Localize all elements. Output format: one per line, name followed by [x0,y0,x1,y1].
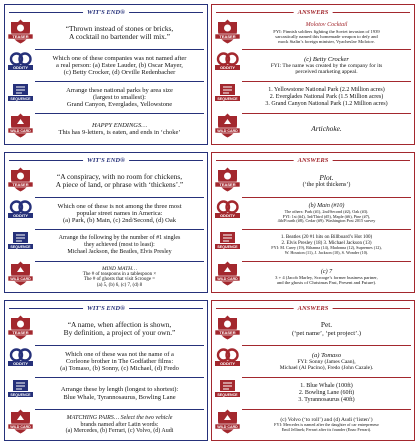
teaser-answer-title: Pet. [320,320,333,330]
card-header-title: WIT'S END® [83,8,129,17]
sequence-icon [215,229,240,255]
teaser-fyi-line: sarcastically named this homemade weapon to defy and [275,33,378,39]
oddity-label: ODDITY [219,213,236,218]
teaser-line: “Thrown instead of stones or bricks, [65,23,174,33]
oddity-icon [8,198,33,224]
wild-card-fyi-line: FYI: Mercedes is named after the daughter of car entrepreneur [274,422,379,428]
oddity-answer-title: (a) Tomaso [311,351,342,359]
teaser-label: TEASER [219,182,236,187]
category-icon-rail [215,19,240,143]
wild-card-line: The # of teaspoons in a tablespoon × [82,271,157,277]
teaser-label: TEASER [12,34,29,39]
oddity-question [35,198,204,229]
answer-rows [242,166,411,290]
teaser-icon [215,315,240,341]
card-header-title: ANSWERS [294,304,333,313]
oddity-label: ODDITY [12,361,29,366]
teaser-line: “A name, when affection is shown, [67,319,172,329]
sequence-answer [242,230,411,261]
wild-card-icon [8,113,33,139]
question-card-2 [4,152,208,293]
oddity-answer-title: (b) Main (#10) [308,203,345,210]
wild-card-fyi-line: 3 + 4 (Jacob Marley, Scrooge’s former business partner, [275,275,378,281]
teaser-label: TEASER [12,330,29,335]
teaser-answer [242,166,411,196]
oddity-line: Which one of these was not the name of a [65,350,174,358]
teaser-icon [215,19,240,45]
wild-card-answer-line: Artichoke. [311,123,342,133]
oddity-question [35,50,204,81]
oddity-icon [215,50,240,76]
card-header [212,156,414,165]
sequence-line: Blue Whale, Tyrannosaurus, Bowling Lane [63,393,176,401]
question-card-1 [4,4,208,145]
wild-card-label: WILD CARD [10,425,31,429]
sequence-line: Arrange the following by the number of #1 singles [58,235,181,242]
card-header [5,8,207,17]
oddity-icon [215,346,240,372]
wild-card-question [35,262,204,292]
wild-card-label: WILD CARD [217,277,238,281]
answer-rows [242,314,411,438]
oddity-line: popular street names in America: [76,209,163,217]
oddity-label: ODDITY [12,65,29,70]
wild-card-label: WILD CARD [10,129,31,133]
sequence-label: SEQUENCE [217,245,238,249]
wild-card-title: MATCHING PAIRS… Select the two vehicle [66,414,173,421]
oddity-line: (a) Tomaso, (b) Sonny, (c) Michael, (d) Fredo [60,365,179,373]
question-rows [35,166,204,290]
sequence-question [35,230,204,261]
oddity-icon [8,50,33,76]
teaser-answer-note: (‘the plot thickens’) [302,181,351,188]
oddity-fyi-line: FYI: 1st (#4), 3rd/Third (#5), Maple (#6), Pine (#7), [282,213,371,219]
teaser-line: By definition, a project of your own.” [63,328,176,337]
wild-card-answer-title: (c) 7 [320,268,333,275]
oddity-label: ODDITY [12,213,29,218]
teaser-question [35,166,204,196]
teaser-question [35,18,204,48]
wild-card-question [35,410,204,440]
sequence-label: SEQUENCE [10,97,31,101]
oddity-icon [8,346,33,372]
category-icon-rail [8,167,33,291]
wild-card-label: WILD CARD [10,277,31,281]
wild-card-label: WILD CARD [217,129,238,133]
sequence-label: SEQUENCE [10,393,31,397]
wild-card-icon [215,113,240,139]
oddity-label: ODDITY [219,361,236,366]
wild-card-line: This has 9-letters, is eaten, and ends in ‘choke’ [58,129,181,136]
question-rows [35,314,204,438]
answer-rows [242,18,411,142]
card-header [212,8,414,17]
answer-card-3 [211,300,415,441]
teaser-answer-title: Molotov Cocktail [305,21,348,28]
sequence-line: (largest to smallest): [93,93,146,101]
sequence-question [35,82,204,113]
category-icon-rail [215,167,240,291]
oddity-fyi-line: FYI: Sonny (James Caan), [297,358,356,365]
teaser-answer-note: (‘pet name’, ‘pet project’.) [291,329,362,337]
teaser-answer-title: Plot. [319,172,334,182]
sequence-line: Arrange these national parks by area size [66,86,173,94]
teaser-icon [8,315,33,341]
sequence-icon [215,81,240,107]
wild-card-answer [242,410,411,440]
teaser-question [35,314,204,344]
oddity-fyi-line: 4th/Fourth (#8), Cedar (#9). Washington Post 2015 survey [277,218,376,224]
wild-card-line: (a) 5, (b) 6, (c) 7, (d) 8 [96,282,143,288]
sequence-fyi-line: FYI: M. Carey (19), Rihanna (14), Madonna (12), Supremes (12), [271,245,382,251]
wild-card-label: WILD CARD [217,425,238,429]
teaser-fyi-line: mock Stalin’s foreign minister, Vyacheslav Molotov. [278,38,375,44]
category-icon-rail [8,19,33,143]
category-icon-rail [215,315,240,439]
sequence-label: SEQUENCE [217,393,238,397]
oddity-line: (c) Betty Crocker, (d) Orville Redenbacher [63,69,176,77]
teaser-icon [8,19,33,45]
sequence-line: Grand Canyon, Everglades, Yellowstone [66,101,173,109]
oddity-fyi-line: The others: Park (#1), 2nd/Second (#2), Oak (#3). [284,208,369,214]
oddity-answer [242,346,411,377]
category-icon-rail [8,315,33,439]
oddity-line: (a) Park, (b) Main, (c) 2nd/Second, (d) Oak [63,217,176,225]
sequence-answer-line: 1. Yellowstone National Park (2.2 Million acres) [268,87,385,94]
oddity-line: a real person: (a) Estee Lauder, (b) Oscar Mayer, [56,61,183,69]
teaser-answer [242,314,411,344]
oddity-fyi-line: FYI: The name was created by the company for its [270,62,383,69]
wild-card-line: (a) Mercedes, (b) Ferrari, (c) Volvo, (d) Audi [65,428,174,435]
sequence-line: they achieved (most to least): [84,242,155,249]
sequence-icon [215,377,240,403]
oddity-icon [215,198,240,224]
answer-card-1 [211,4,415,145]
wild-card-answer [242,262,411,292]
sequence-answer [242,378,411,409]
wild-card-icon [8,261,33,287]
oddity-answer [242,50,411,81]
wild-card-line: The # of ghosts that visit Scrooge = [83,277,156,283]
oddity-answer-title: (c) Betty Crocker [304,55,349,63]
wild-card-fyi-line: and the ghosts of Christmas Past, Present and Future). [276,280,377,286]
teaser-line: “A conspiracy, with no room for chickens, [56,171,183,181]
teaser-line: A piece of land, or phrase with ‘thickens’.” [55,180,184,189]
sequence-icon [8,229,33,255]
sequence-answer-line: 2. Everglades National Park (1.5 Million acres) [269,94,384,101]
card-header-title: WIT'S END® [83,304,129,313]
sequence-label: SEQUENCE [217,97,238,101]
card-header-title: WIT'S END® [83,156,129,165]
wild-card-title: MIND MATH… [101,265,138,272]
wild-card-icon [8,409,33,435]
oddity-line: Which one of these companies was not named after [52,54,187,62]
sequence-line: Michael Jackson, the Beatles, Elvis Presley [67,248,172,255]
sequence-answer-line: 1. Beatles (20 #1 hits on Billboard’s Hot 100) [280,235,373,241]
sequence-answer-line: 3. Tyrannosaurus (40ft) [298,396,355,403]
question-rows [35,18,204,142]
sequence-answer-line: 2. Elvis Presley (18) 3. Michael Jackson (13) [281,240,372,246]
oddity-question [35,346,204,377]
question-card-3 [4,300,208,441]
teaser-answer [242,18,411,48]
teaser-label: TEASER [12,182,29,187]
sequence-line: Arrange these by length (longest to shortest): [60,386,179,394]
teaser-label: TEASER [219,330,236,335]
wild-card-answer [242,114,411,144]
oddity-fyi-line: perceived marketing appeal. [295,69,358,76]
sequence-answer-line: 2. Bowling Lane (60ft) [298,390,355,397]
sequence-fyi-line: W. Houston (11), J. Jackson (10), S. Wonder (10). [284,250,369,256]
card-header [5,156,207,165]
wild-card-line: brands named after Latin words: [80,421,159,428]
teaser-line: A cocktail no bartender will mix.” [69,32,170,41]
oddity-answer [242,198,411,229]
wild-card-icon [215,261,240,287]
wild-card-answer-title: (c) Volvo (‘to roll’) and (d) Audi (‘listen’) [280,417,373,424]
answer-card-2 [211,152,415,293]
card-header [212,304,414,313]
card-header-title: ANSWERS [294,156,333,165]
card-header-title: ANSWERS [294,8,333,17]
teaser-icon [8,167,33,193]
sequence-answer [242,82,411,113]
wild-card-fyi-line: Emil Jellinek; Ferrari after its founder (Enzo Ferrari). [281,427,372,433]
oddity-fyi-line: Michael (Al Pacino), Fredo (John Cazale). [279,365,374,372]
sequence-question [35,378,204,409]
teaser-label: TEASER [219,34,236,39]
sequence-answer-line: 1. Blue Whale (100ft) [300,383,353,390]
oddity-label: ODDITY [219,65,236,70]
wild-card-icon [215,409,240,435]
sequence-icon [8,81,33,107]
wild-card-title: HAPPY ENDINGS… [91,121,148,129]
oddity-line: Corleone brother in The Godfather films: [65,357,174,365]
teaser-icon [215,167,240,193]
sequence-icon [8,377,33,403]
sequence-label: SEQUENCE [10,245,31,249]
teaser-fyi-line: FYI: Finnish soldiers fighting the Soviet invasion of 1939 [273,28,380,34]
wild-card-question [35,114,204,144]
card-header [5,304,207,313]
oddity-line: Which one of these is not among the three most [57,202,182,210]
sequence-answer-line: 3. Grand Canyon National Park (1.2 Million acres) [265,100,388,107]
